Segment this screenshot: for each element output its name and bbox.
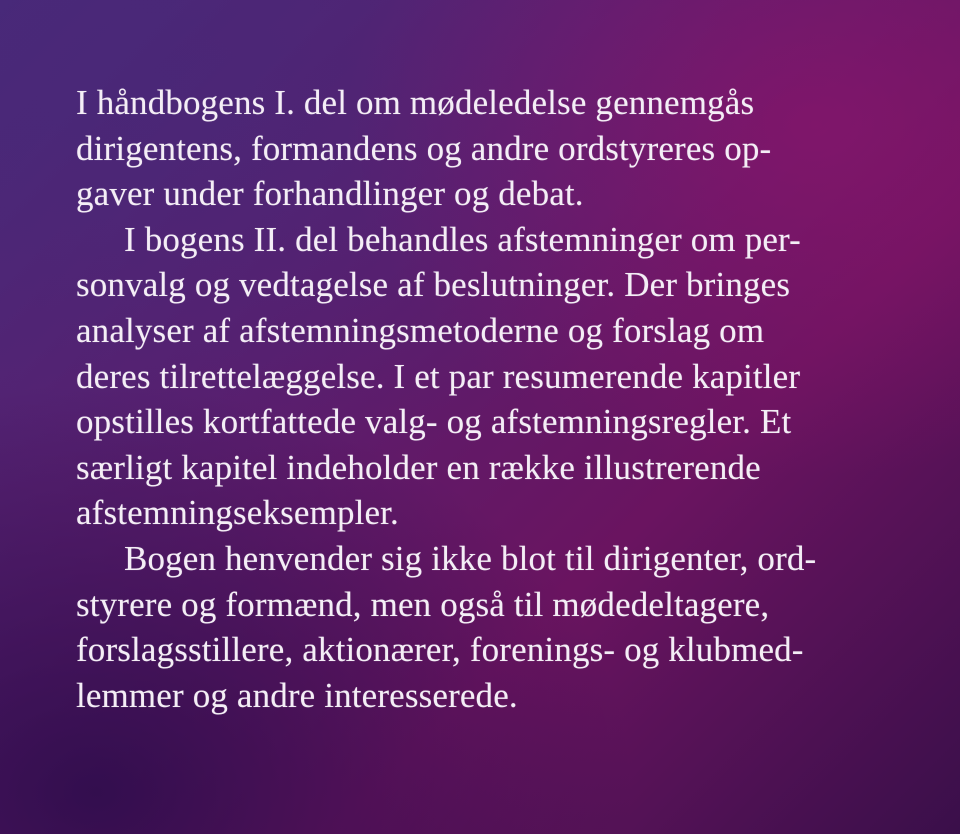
text-line: I bogens II. del behandles afstemninger om per- xyxy=(124,219,801,259)
text-line: deres tilrettelæggelse. I et par resumerende kapitler xyxy=(76,356,801,396)
text-line: sonvalg og vedtagelse af beslutninger. Der bringes xyxy=(76,265,791,305)
paragraph-2 xyxy=(76,217,916,536)
text-line: afstemningseksempler. xyxy=(76,493,399,533)
cover-text-block xyxy=(76,80,916,718)
text-line: særligt kapitel indeholder en række illustrerende xyxy=(76,447,761,487)
text-line: opstilles kortfattede valg- og afstemningsregler. Et xyxy=(76,402,792,442)
paragraph-1 xyxy=(76,80,916,217)
text-line: styrere og formænd, men også til mødedeltagere, xyxy=(76,584,770,624)
text-line: Bogen henvender sig ikke blot til dirigenter, ord- xyxy=(124,538,817,578)
text-line: forslagsstillere, aktionærer, forenings- og klubmed- xyxy=(76,630,804,670)
text-line: gaver under forhandlinger og debat. xyxy=(76,174,584,214)
text-line: analyser af afstemningsmetoderne og forslag om xyxy=(76,310,765,350)
text-line: I håndbogens I. del om mødeledelse gennemgås xyxy=(76,83,755,122)
text-line: dirigentens, formandens og andre ordstyreres op- xyxy=(76,128,772,168)
text-line: lemmer og andre interesserede. xyxy=(76,675,518,715)
paragraph-3 xyxy=(76,536,916,718)
